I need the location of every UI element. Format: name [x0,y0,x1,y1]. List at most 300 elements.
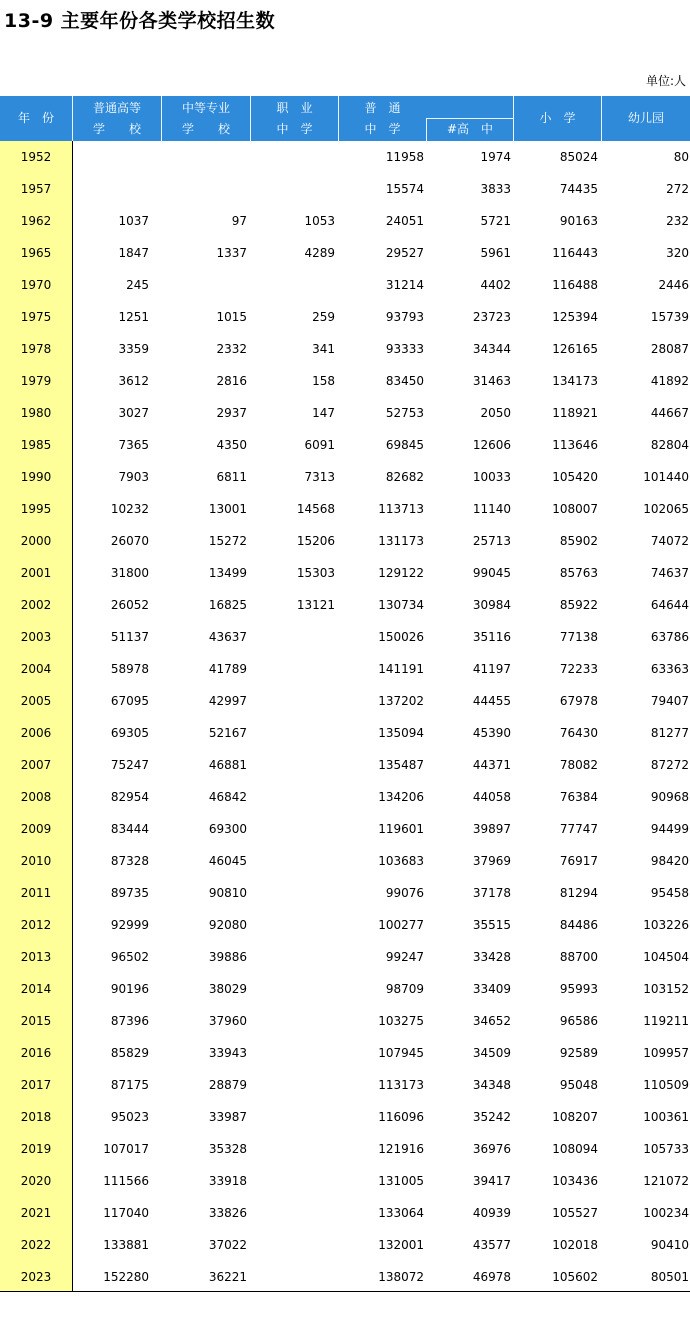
value-cell: 41789 [208,662,247,676]
value-cell: 31214 [385,278,424,292]
table-row [0,1005,690,1037]
value-cell: 85922 [559,598,598,612]
year-cell: 1962 [20,214,52,228]
value-cell: 92999 [110,918,149,932]
value-cell: 11958 [385,150,424,164]
year-cell: 2010 [20,854,52,868]
value-cell [250,749,338,781]
year-cell: 2006 [20,726,52,740]
year-cell: 2020 [20,1174,52,1188]
value-cell: 75247 [110,758,149,772]
table-row [0,909,690,941]
value-cell: 99247 [385,950,424,964]
value-cell: 41197 [472,662,511,676]
value-cell [250,141,338,173]
value-cell [250,1101,338,1133]
value-cell: 78082 [559,758,598,772]
value-cell: 82954 [110,790,149,804]
year-cell: 2005 [20,694,52,708]
value-cell: 113646 [552,438,598,452]
value-cell: 97 [231,214,247,228]
value-cell [250,1165,338,1197]
value-cell: 43637 [208,630,247,644]
value-cell: 152280 [103,1270,149,1284]
value-cell: 24051 [385,214,424,228]
value-cell: 90968 [650,790,689,804]
header-divider [426,118,513,119]
value-cell: 102065 [643,502,689,516]
table-row [0,1261,690,1293]
year-cell: 2016 [20,1046,52,1060]
value-cell: 116096 [378,1110,424,1124]
value-cell: 133881 [103,1238,149,1252]
value-cell: 45390 [472,726,511,740]
value-cell [250,1261,338,1293]
value-cell [250,1037,338,1069]
value-cell: 95048 [559,1078,598,1092]
value-cell: 1015 [216,310,247,324]
header-col2-bottom: 学 校 [181,122,230,136]
value-cell: 2332 [216,342,247,356]
value-cell: 2446 [658,278,689,292]
value-cell: 39886 [208,950,247,964]
year-cell: 2007 [20,758,52,772]
value-cell: 95458 [650,886,689,900]
value-cell: 46978 [472,1270,511,1284]
value-cell: 1847 [118,246,149,260]
value-cell: 37969 [472,854,511,868]
value-cell: 87175 [110,1078,149,1092]
value-cell: 99045 [472,566,511,580]
table-row [0,973,690,1005]
value-cell: 35116 [472,630,511,644]
value-cell: 63786 [650,630,689,644]
value-cell: 320 [666,246,689,260]
value-cell: 134173 [552,374,598,388]
year-cell: 1957 [20,182,52,196]
value-cell: 147 [312,406,335,420]
table-row [0,493,690,525]
value-cell: 116443 [552,246,598,260]
value-cell: 90410 [650,1238,689,1252]
value-cell: 98709 [385,982,424,996]
table-row [0,429,690,461]
value-cell: 113713 [378,502,424,516]
value-cell [250,653,338,685]
table-row [0,1069,690,1101]
header-col4-top: 普 通 [364,101,401,115]
value-cell: 52753 [385,406,424,420]
value-cell: 28087 [650,342,689,356]
value-cell [161,141,250,173]
page-title: 13-9 主要年份各类学校招生数 [4,10,276,32]
value-cell: 31800 [110,566,149,580]
table-row [0,397,690,429]
header-divider [161,96,162,141]
value-cell: 44667 [650,406,689,420]
value-cell: 108094 [552,1142,598,1156]
year-cell: 1990 [20,470,52,484]
value-cell: 101440 [643,470,689,484]
table-row [0,237,690,269]
value-cell: 39897 [472,822,511,836]
year-cell: 1978 [20,342,52,356]
header-col4-bottom: 中 学 [364,122,401,136]
year-cell: 2022 [20,1238,52,1252]
value-cell: 63363 [650,662,689,676]
value-cell: 3612 [118,374,149,388]
value-cell: 90810 [208,886,247,900]
table-row [0,877,690,909]
table-row [0,1101,690,1133]
value-cell [250,941,338,973]
value-cell: 35515 [472,918,511,932]
year-cell: 2014 [20,982,52,996]
value-cell: 272 [666,182,689,196]
year-cell: 2012 [20,918,52,932]
value-cell: 132001 [378,1238,424,1252]
header-col5-bottom: #高 中 [446,122,494,136]
header-col6: 小 学 [539,111,576,125]
year-column-separator [72,141,73,1292]
value-cell [250,973,338,1005]
table-row [0,333,690,365]
value-cell: 92080 [208,918,247,932]
header-divider [513,96,514,141]
value-cell: 34652 [472,1014,511,1028]
value-cell: 105420 [552,470,598,484]
table-row [0,941,690,973]
table-row [0,621,690,653]
value-cell: 96586 [559,1014,598,1028]
value-cell: 2937 [216,406,247,420]
value-cell: 85763 [559,566,598,580]
value-cell: 36221 [208,1270,247,1284]
year-cell: 2003 [20,630,52,644]
value-cell: 52167 [208,726,247,740]
header-year: 年 份 [17,111,54,125]
value-cell: 109957 [643,1046,689,1060]
value-cell: 137202 [378,694,424,708]
value-cell: 83450 [385,374,424,388]
value-cell: 37022 [208,1238,247,1252]
value-cell: 31463 [472,374,511,388]
value-cell: 88700 [559,950,598,964]
year-cell: 1975 [20,310,52,324]
year-cell: 1970 [20,278,52,292]
value-cell: 42997 [208,694,247,708]
value-cell: 131173 [378,534,424,548]
value-cell: 6091 [304,438,335,452]
table-row [0,781,690,813]
value-cell: 79407 [650,694,689,708]
value-cell: 76917 [559,854,598,868]
year-cell: 2000 [20,534,52,548]
table-row [0,1229,690,1261]
value-cell [250,173,338,205]
table-row [0,1165,690,1197]
value-cell: 104504 [643,950,689,964]
value-cell: 111566 [103,1174,149,1188]
value-cell: 103683 [378,854,424,868]
value-cell: 87272 [650,758,689,772]
value-cell: 34348 [472,1078,511,1092]
table-row [0,845,690,877]
value-cell [250,1133,338,1165]
value-cell: 74435 [559,182,598,196]
value-cell: 72233 [559,662,598,676]
value-cell: 116488 [552,278,598,292]
value-cell: 4402 [480,278,511,292]
value-cell [250,685,338,717]
value-cell: 33826 [208,1206,247,1220]
value-cell: 6811 [216,470,247,484]
value-cell: 1251 [118,310,149,324]
value-cell [250,1005,338,1037]
value-cell: 100361 [643,1110,689,1124]
value-cell: 3359 [118,342,149,356]
header-col2-top: 中等专业 [181,101,230,115]
value-cell: 121916 [378,1142,424,1156]
value-cell: 30984 [472,598,511,612]
header-divider [426,118,427,141]
value-cell: 89735 [110,886,149,900]
value-cell [250,813,338,845]
year-cell: 1995 [20,502,52,516]
table-bottom-rule [0,1291,690,1292]
value-cell: 125394 [552,310,598,324]
value-cell: 80 [673,150,689,164]
year-cell: 2011 [20,886,52,900]
header-col7: 幼儿园 [627,111,664,125]
value-cell: 46045 [208,854,247,868]
table-row [0,1197,690,1229]
value-cell: 15272 [208,534,247,548]
value-cell: 105527 [552,1206,598,1220]
value-cell: 95993 [559,982,598,996]
header-divider [601,96,602,141]
value-cell: 138072 [378,1270,424,1284]
value-cell [250,269,338,301]
value-cell [250,781,338,813]
value-cell [250,1229,338,1261]
header-col1-top: 普通高等 [92,101,141,115]
value-cell: 23723 [472,310,511,324]
value-cell: 150026 [378,630,424,644]
table-row [0,813,690,845]
value-cell [250,909,338,941]
value-cell: 103275 [378,1014,424,1028]
value-cell: 130734 [378,598,424,612]
value-cell: 84486 [559,918,598,932]
table-row [0,461,690,493]
value-cell: 15303 [296,566,335,580]
unit-label: 单位:人 [645,74,686,88]
value-cell: 33918 [208,1174,247,1188]
table-row [0,557,690,589]
value-cell: 4289 [304,246,335,260]
table-row [0,301,690,333]
value-cell: 44371 [472,758,511,772]
value-cell: 94499 [650,822,689,836]
value-cell: 67978 [559,694,598,708]
year-cell: 1952 [20,150,52,164]
value-cell: 90196 [110,982,149,996]
year-cell: 2021 [20,1206,52,1220]
year-cell: 2001 [20,566,52,580]
value-cell: 259 [312,310,335,324]
value-cell: 10033 [472,470,511,484]
value-cell [250,1069,338,1101]
value-cell: 135094 [378,726,424,740]
value-cell: 76430 [559,726,598,740]
value-cell: 99076 [385,886,424,900]
value-cell: 29527 [385,246,424,260]
value-cell: 26070 [110,534,149,548]
table-row [0,173,690,205]
value-cell: 5961 [480,246,511,260]
table-row [0,365,690,397]
value-cell: 13499 [208,566,247,580]
value-cell: 67095 [110,694,149,708]
value-cell: 76384 [559,790,598,804]
value-cell: 1053 [304,214,335,228]
value-cell [72,173,161,205]
table-row [0,525,690,557]
value-cell [161,173,250,205]
year-cell: 1979 [20,374,52,388]
value-cell: 7903 [118,470,149,484]
value-cell: 2816 [216,374,247,388]
year-cell: 2023 [20,1270,52,1284]
value-cell: 245 [126,278,149,292]
value-cell: 119211 [643,1014,689,1028]
value-cell: 14568 [296,502,335,516]
value-cell: 82682 [385,470,424,484]
value-cell: 141191 [378,662,424,676]
value-cell: 33409 [472,982,511,996]
value-cell: 113173 [378,1078,424,1092]
table-header [0,96,690,141]
table-row [0,717,690,749]
value-cell [250,717,338,749]
value-cell: 16825 [208,598,247,612]
value-cell: 3027 [118,406,149,420]
value-cell: 82804 [650,438,689,452]
value-cell [250,845,338,877]
value-cell: 7313 [304,470,335,484]
year-cell: 1985 [20,438,52,452]
value-cell: 44058 [472,790,511,804]
value-cell: 105602 [552,1270,598,1284]
value-cell: 69300 [208,822,247,836]
value-cell: 28879 [208,1078,247,1092]
value-cell: 108207 [552,1110,598,1124]
value-cell: 341 [312,342,335,356]
value-cell: 74072 [650,534,689,548]
year-cell: 2019 [20,1142,52,1156]
value-cell: 96502 [110,950,149,964]
value-cell: 92589 [559,1046,598,1060]
value-cell: 38029 [208,982,247,996]
value-cell: 77747 [559,822,598,836]
table-row [0,269,690,301]
value-cell [72,141,161,173]
value-cell: 7365 [118,438,149,452]
year-cell: 1965 [20,246,52,260]
value-cell: 37960 [208,1014,247,1028]
value-cell [250,1197,338,1229]
value-cell: 39417 [472,1174,511,1188]
value-cell: 108007 [552,502,598,516]
value-cell: 103436 [552,1174,598,1188]
value-cell: 69845 [385,438,424,452]
value-cell: 3833 [480,182,511,196]
value-cell: 40939 [472,1206,511,1220]
value-cell: 35328 [208,1142,247,1156]
value-cell: 85829 [110,1046,149,1060]
value-cell: 37178 [472,886,511,900]
table-row [0,685,690,717]
value-cell: 44455 [472,694,511,708]
value-cell: 100234 [643,1206,689,1220]
year-cell: 2015 [20,1014,52,1028]
value-cell: 85902 [559,534,598,548]
value-cell: 12606 [472,438,511,452]
value-cell: 110509 [643,1078,689,1092]
value-cell: 36976 [472,1142,511,1156]
value-cell: 15574 [385,182,424,196]
value-cell: 90163 [559,214,598,228]
value-cell: 26052 [110,598,149,612]
year-cell: 2009 [20,822,52,836]
value-cell: 13001 [208,502,247,516]
value-cell [250,621,338,653]
value-cell: 81294 [559,886,598,900]
header-divider [250,96,251,141]
year-cell: 1980 [20,406,52,420]
header-col1-bottom: 学 校 [92,122,141,136]
value-cell: 95023 [110,1110,149,1124]
value-cell: 43577 [472,1238,511,1252]
value-cell: 64644 [650,598,689,612]
value-cell: 74637 [650,566,689,580]
header-col3-top: 职 业 [276,101,313,115]
year-cell: 2018 [20,1110,52,1124]
value-cell: 77138 [559,630,598,644]
year-cell: 2013 [20,950,52,964]
value-cell: 107017 [103,1142,149,1156]
value-cell: 13121 [296,598,335,612]
data-table [0,141,690,1293]
value-cell: 35242 [472,1110,511,1124]
table-row [0,653,690,685]
value-cell: 87328 [110,854,149,868]
value-cell: 126165 [552,342,598,356]
value-cell: 81277 [650,726,689,740]
value-cell: 107945 [378,1046,424,1060]
value-cell: 58978 [110,662,149,676]
value-cell: 2050 [480,406,511,420]
value-cell [161,269,250,301]
value-cell: 51137 [110,630,149,644]
year-cell: 2008 [20,790,52,804]
header-divider [72,96,73,141]
value-cell: 135487 [378,758,424,772]
value-cell: 34509 [472,1046,511,1060]
table-row [0,749,690,781]
table-row [0,205,690,237]
